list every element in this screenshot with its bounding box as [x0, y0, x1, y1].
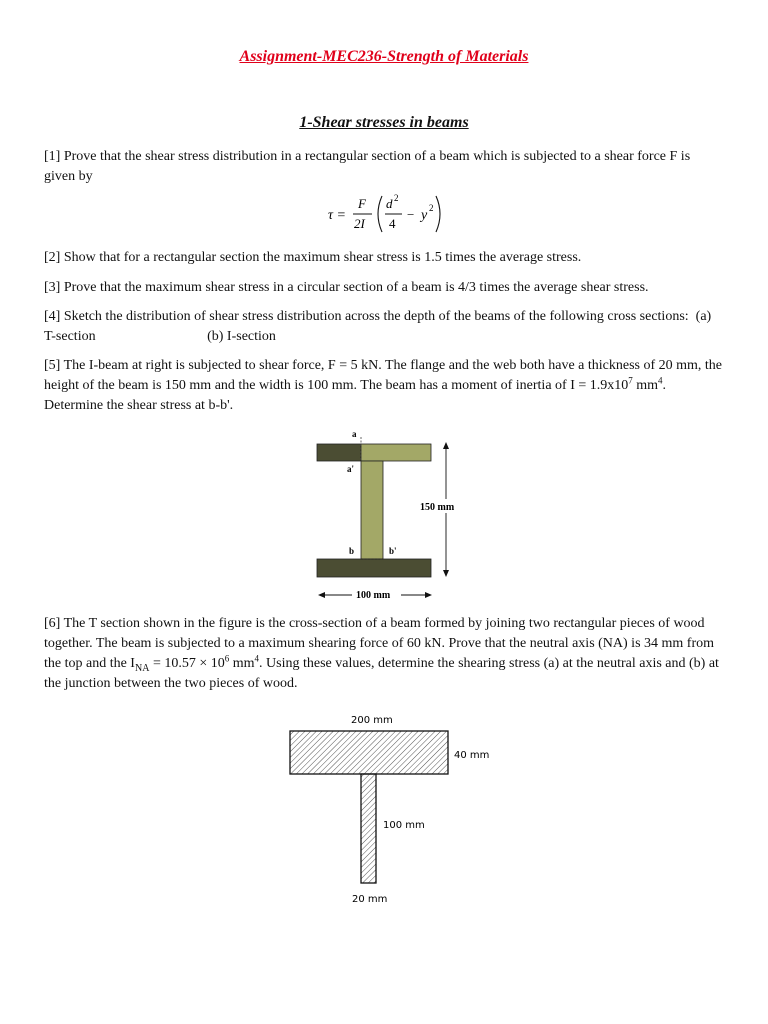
question-5-text-3: . Determine the shear stress at b-b'. — [44, 378, 667, 413]
question-6-text-2: = 10.57 × 10 — [149, 656, 225, 671]
width-label: 100 mm — [356, 590, 391, 601]
formula-y-exp: 2 — [429, 203, 434, 213]
width-arrow-left — [318, 592, 325, 598]
formula-inner-denominator: 4 — [389, 216, 396, 231]
top-width-label: 200 mm — [351, 715, 393, 726]
question-6-sub: NA — [134, 662, 150, 674]
question-5-exp2: 4 — [658, 375, 663, 386]
question-5-text-2: mm — [632, 378, 659, 393]
width-arrow-right — [425, 592, 432, 598]
question-5 — [44, 356, 724, 416]
question-4-option-b: (b) I-section — [207, 329, 276, 344]
question-3: [3] Prove that the maximum shear stress in a circular section of a beam is 4/3 times the average shear stress. — [44, 280, 649, 295]
ibeam-bottom-flange — [317, 559, 431, 577]
flange-thickness-label: 40 mm — [454, 750, 490, 761]
label-a-prime: a' — [347, 464, 355, 474]
tsection-figure — [280, 705, 500, 915]
web-width-label: 20 mm — [352, 894, 388, 905]
question-6-text-3: mm — [229, 656, 255, 671]
shear-stress-formula — [300, 190, 500, 238]
ibeam-figure — [300, 425, 480, 610]
formula-inner-numerator-exp: 2 — [394, 193, 399, 203]
question-6-text-1: [6] The T section shown in the figure is the cross-section of a beam formed by joining two rectangular pieces of wood together. The beam is subjected to a maximum shearing force of 60 kN. Prove that the neutral axis (NA) is 34 mm from the top and the I — [44, 616, 715, 671]
question-6-exp: 6 — [224, 653, 230, 664]
question-4-text: [4] Sketch the distribution of shear stress distribution across the depth of the beams of the following cross sections: — [44, 309, 689, 324]
label-b: b — [349, 546, 355, 556]
formula-denominator: 2I — [354, 216, 365, 231]
label-b-prime: b' — [389, 546, 397, 556]
height-arrow-top — [443, 442, 449, 449]
tsection-flange — [290, 731, 448, 774]
formula-minus: − — [407, 207, 415, 222]
question-6 — [44, 614, 724, 694]
formula-numerator: F — [358, 196, 366, 211]
question-5-text-1: [5] The I-beam at right is subjected to shear force, F = 5 kN. The flange and the web both have a thickness of 20 mm, the height of the beam is 150 mm and the width is 100 mm. The beam has a moment of inertia of I = 1.9x10 — [44, 358, 723, 393]
ibeam-top-flange-left — [317, 444, 361, 461]
formula-right-paren — [436, 196, 440, 232]
question-6-exp2: 4 — [254, 653, 260, 664]
question-6-text-4: . Using these values, determine the shearing stress (a) at the neutral axis and (b) at the junction between the two pieces of wood. — [44, 656, 719, 691]
section-title: 1-Shear stresses in beams — [299, 114, 469, 131]
formula-lhs: τ = — [328, 208, 346, 223]
document-title: Assignment-MEC236-Strength of Materials — [239, 48, 529, 65]
label-a: a — [352, 429, 357, 439]
web-height-label: 100 mm — [383, 820, 425, 831]
height-label: 150 mm — [420, 502, 455, 513]
question-5-exp: 7 — [628, 375, 633, 386]
formula-y: y — [421, 208, 428, 223]
question-4 — [44, 307, 724, 347]
ibeam-web — [361, 461, 383, 559]
question-2: [2] Show that for a rectangular section the maximum shear stress is 1.5 times the average stress. — [44, 250, 582, 265]
ibeam-top-flange-right — [361, 444, 431, 461]
question-1: [1] Prove that the shear stress distribution in a rectangular section of a beam which is subjected to a shear force F is given by — [44, 149, 691, 184]
tsection-web — [361, 774, 376, 883]
formula-left-paren — [378, 196, 382, 232]
height-arrow-bottom — [443, 570, 449, 577]
formula-inner-numerator: d — [386, 196, 393, 211]
question-4-option-a: (a) T-section — [44, 309, 712, 344]
